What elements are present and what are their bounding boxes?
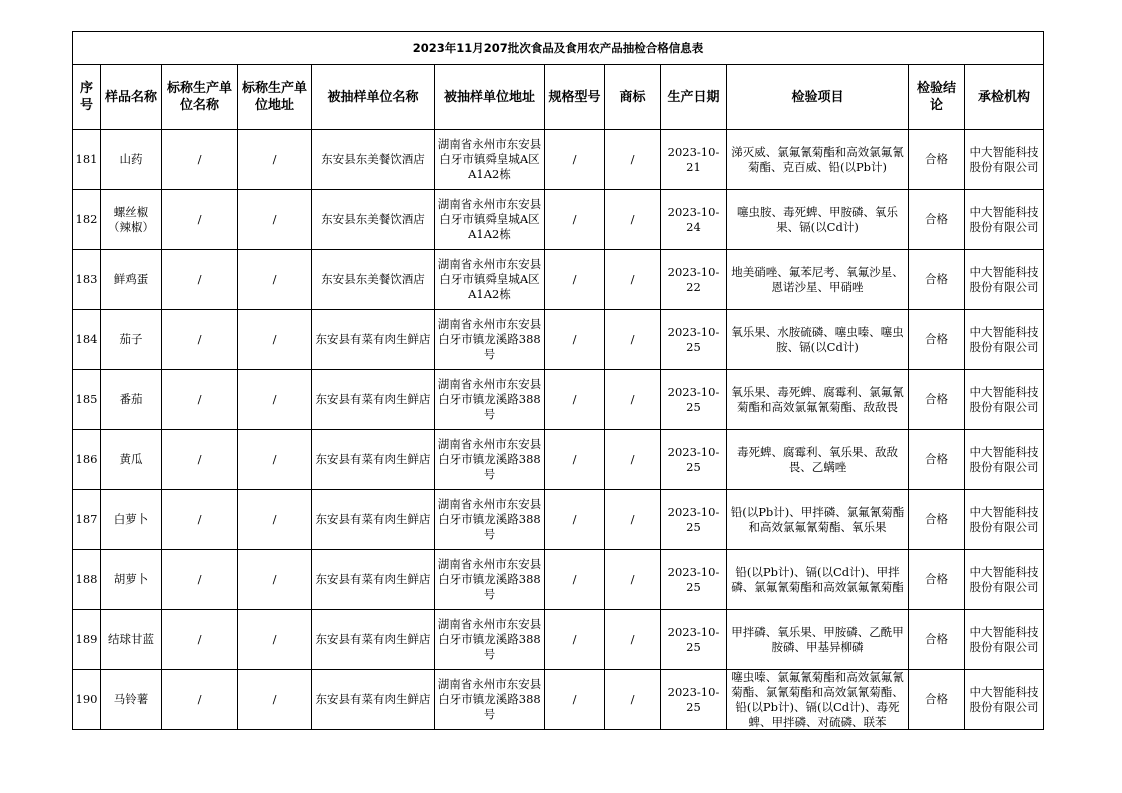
cell-spec: / <box>545 190 605 250</box>
cell-spec: / <box>545 130 605 190</box>
cell-result: 合格 <box>909 190 965 250</box>
cell-test-items: 噻虫胺、毒死蜱、甲胺磷、氧乐果、镉(以Cd计) <box>727 190 909 250</box>
cell-manufacturer: / <box>162 430 238 490</box>
cell-lab: 中大智能科技股份有限公司 <box>965 610 1044 670</box>
cell-sample-name: 胡萝卜 <box>101 550 162 610</box>
cell-sampled-unit: 东安县有菜有肉生鲜店 <box>312 550 435 610</box>
cell-sampled-unit-address: 湖南省永州市东安县白牙市镇龙溪路388号 <box>435 550 545 610</box>
cell-sampled-unit-address: 湖南省永州市东安县白牙市镇舜皇城A区A1A2栋 <box>435 130 545 190</box>
cell-no: 184 <box>73 310 101 370</box>
cell-sampled-unit-address: 湖南省永州市东安县白牙市镇龙溪路388号 <box>435 310 545 370</box>
cell-test-items: 铅(以Pb计)、镉(以Cd计)、甲拌磷、氯氟氰菊酯和高效氯氟氰菊酯 <box>727 550 909 610</box>
table-row <box>73 490 1044 550</box>
cell-spec: / <box>545 490 605 550</box>
cell-no: 183 <box>73 250 101 310</box>
cell-brand: / <box>605 250 661 310</box>
cell-brand: / <box>605 370 661 430</box>
cell-no: 190 <box>73 670 101 730</box>
col-header-test-items: 检验项目 <box>727 65 909 130</box>
cell-production-date: 2023-10-25 <box>661 370 727 430</box>
cell-spec: / <box>545 550 605 610</box>
cell-manufacturer: / <box>162 670 238 730</box>
table-row <box>73 670 1044 730</box>
cell-manufacturer: / <box>162 490 238 550</box>
cell-sample-name: 马铃薯 <box>101 670 162 730</box>
cell-no: 181 <box>73 130 101 190</box>
cell-spec: / <box>545 310 605 370</box>
cell-test-items: 涕灭威、氯氟氰菊酯和高效氯氟氰菊酯、克百威、铅(以Pb计) <box>727 130 909 190</box>
cell-sampled-unit: 东安县有菜有肉生鲜店 <box>312 490 435 550</box>
table-row <box>73 430 1044 490</box>
col-header-sampled-unit-address: 被抽样单位地址 <box>435 65 545 130</box>
cell-sample-name: 茄子 <box>101 310 162 370</box>
inspection-table <box>72 31 1044 730</box>
cell-manufacturer: / <box>162 370 238 430</box>
cell-no: 185 <box>73 370 101 430</box>
col-header-lab: 承检机构 <box>965 65 1044 130</box>
cell-spec: / <box>545 370 605 430</box>
table-row <box>73 370 1044 430</box>
cell-brand: / <box>605 430 661 490</box>
cell-no: 186 <box>73 430 101 490</box>
cell-result: 合格 <box>909 610 965 670</box>
cell-manufacturer-address: / <box>238 250 312 310</box>
cell-manufacturer: / <box>162 130 238 190</box>
cell-sample-name: 白萝卜 <box>101 490 162 550</box>
cell-sample-name: 黄瓜 <box>101 430 162 490</box>
cell-lab: 中大智能科技股份有限公司 <box>965 430 1044 490</box>
cell-spec: / <box>545 670 605 730</box>
cell-sampled-unit-address: 湖南省永州市东安县白牙市镇龙溪路388号 <box>435 430 545 490</box>
cell-production-date: 2023-10-24 <box>661 190 727 250</box>
cell-brand: / <box>605 610 661 670</box>
col-header-sampled-unit: 被抽样单位名称 <box>312 65 435 130</box>
cell-manufacturer: / <box>162 610 238 670</box>
table-row <box>73 610 1044 670</box>
cell-test-items: 氧乐果、水胺硫磷、噻虫嗪、噻虫胺、镉(以Cd计) <box>727 310 909 370</box>
cell-manufacturer-address: / <box>238 130 312 190</box>
col-header-result: 检验结论 <box>909 65 965 130</box>
cell-sample-name: 番茄 <box>101 370 162 430</box>
cell-manufacturer: / <box>162 250 238 310</box>
cell-result: 合格 <box>909 130 965 190</box>
cell-lab: 中大智能科技股份有限公司 <box>965 490 1044 550</box>
cell-sampled-unit: 东安县东美餐饮酒店 <box>312 130 435 190</box>
cell-result: 合格 <box>909 310 965 370</box>
cell-result: 合格 <box>909 550 965 610</box>
cell-manufacturer-address: / <box>238 310 312 370</box>
cell-brand: / <box>605 550 661 610</box>
cell-spec: / <box>545 250 605 310</box>
cell-test-items: 铅(以Pb计)、甲拌磷、氯氟氰菊酯和高效氯氟氰菊酯、氧乐果 <box>727 490 909 550</box>
cell-lab: 中大智能科技股份有限公司 <box>965 370 1044 430</box>
cell-production-date: 2023-10-22 <box>661 250 727 310</box>
cell-result: 合格 <box>909 250 965 310</box>
cell-spec: / <box>545 610 605 670</box>
cell-manufacturer-address: / <box>238 490 312 550</box>
cell-lab: 中大智能科技股份有限公司 <box>965 670 1044 730</box>
cell-sampled-unit: 东安县有菜有肉生鲜店 <box>312 670 435 730</box>
col-header-production-date: 生产日期 <box>661 65 727 130</box>
col-header-spec: 规格型号 <box>545 65 605 130</box>
col-header-manufacturer-address: 标称生产单位地址 <box>238 65 312 130</box>
cell-sampled-unit-address: 湖南省永州市东安县白牙市镇舜皇城A区A1A2栋 <box>435 250 545 310</box>
cell-result: 合格 <box>909 490 965 550</box>
cell-manufacturer-address: / <box>238 550 312 610</box>
cell-brand: / <box>605 130 661 190</box>
cell-manufacturer-address: / <box>238 370 312 430</box>
col-header-sample-name: 样品名称 <box>101 65 162 130</box>
cell-sampled-unit: 东安县有菜有肉生鲜店 <box>312 310 435 370</box>
cell-production-date: 2023-10-21 <box>661 130 727 190</box>
cell-lab: 中大智能科技股份有限公司 <box>965 190 1044 250</box>
cell-production-date: 2023-10-25 <box>661 430 727 490</box>
cell-sampled-unit: 东安县有菜有肉生鲜店 <box>312 370 435 430</box>
cell-lab: 中大智能科技股份有限公司 <box>965 250 1044 310</box>
cell-production-date: 2023-10-25 <box>661 670 727 730</box>
cell-brand: / <box>605 490 661 550</box>
cell-test-items: 地美硝唑、氟苯尼考、氧氟沙星、恩诺沙星、甲硝唑 <box>727 250 909 310</box>
cell-lab: 中大智能科技股份有限公司 <box>965 130 1044 190</box>
cell-test-items: 氧乐果、毒死蜱、腐霉利、氯氟氰菊酯和高效氯氟氰菊酯、敌敌畏 <box>727 370 909 430</box>
cell-sampled-unit-address: 湖南省永州市东安县白牙市镇龙溪路388号 <box>435 490 545 550</box>
header-row <box>73 65 1044 130</box>
cell-manufacturer: / <box>162 550 238 610</box>
cell-production-date: 2023-10-25 <box>661 610 727 670</box>
col-header-brand: 商标 <box>605 65 661 130</box>
cell-sampled-unit-address: 湖南省永州市东安县白牙市镇龙溪路388号 <box>435 370 545 430</box>
cell-manufacturer-address: / <box>238 670 312 730</box>
cell-lab: 中大智能科技股份有限公司 <box>965 310 1044 370</box>
table-row <box>73 550 1044 610</box>
cell-manufacturer-address: / <box>238 610 312 670</box>
cell-sample-name: 鲜鸡蛋 <box>101 250 162 310</box>
cell-manufacturer: / <box>162 190 238 250</box>
cell-manufacturer: / <box>162 310 238 370</box>
cell-sampled-unit-address: 湖南省永州市东安县白牙市镇舜皇城A区A1A2栋 <box>435 190 545 250</box>
cell-manufacturer-address: / <box>238 190 312 250</box>
cell-sampled-unit: 东安县东美餐饮酒店 <box>312 190 435 250</box>
cell-no: 187 <box>73 490 101 550</box>
cell-sample-name: 结球甘蓝 <box>101 610 162 670</box>
table-row <box>73 130 1044 190</box>
cell-sampled-unit-address: 湖南省永州市东安县白牙市镇龙溪路388号 <box>435 670 545 730</box>
table-row <box>73 310 1044 370</box>
col-header-manufacturer: 标称生产单位名称 <box>162 65 238 130</box>
cell-lab: 中大智能科技股份有限公司 <box>965 550 1044 610</box>
cell-sample-name: 螺丝椒（辣椒） <box>101 190 162 250</box>
cell-brand: / <box>605 190 661 250</box>
cell-no: 188 <box>73 550 101 610</box>
cell-sampled-unit: 东安县有菜有肉生鲜店 <box>312 430 435 490</box>
cell-result: 合格 <box>909 370 965 430</box>
table-row <box>73 250 1044 310</box>
cell-no: 182 <box>73 190 101 250</box>
cell-test-items: 甲拌磷、氧乐果、甲胺磷、乙酰甲胺磷、甲基异柳磷 <box>727 610 909 670</box>
cell-production-date: 2023-10-25 <box>661 550 727 610</box>
cell-sample-name: 山药 <box>101 130 162 190</box>
cell-brand: / <box>605 670 661 730</box>
cell-test-items: 毒死蜱、腐霉利、氧乐果、敌敌畏、乙螨唑 <box>727 430 909 490</box>
cell-production-date: 2023-10-25 <box>661 490 727 550</box>
table-title: 2023年11月207批次食品及食用农产品抽检合格信息表 <box>73 32 1044 65</box>
cell-sampled-unit: 东安县东美餐饮酒店 <box>312 250 435 310</box>
cell-result: 合格 <box>909 670 965 730</box>
cell-manufacturer-address: / <box>238 430 312 490</box>
cell-production-date: 2023-10-25 <box>661 310 727 370</box>
table-row <box>73 190 1044 250</box>
cell-spec: / <box>545 430 605 490</box>
cell-sampled-unit: 东安县有菜有肉生鲜店 <box>312 610 435 670</box>
col-header-no: 序号 <box>73 65 101 130</box>
cell-sampled-unit-address: 湖南省永州市东安县白牙市镇龙溪路388号 <box>435 610 545 670</box>
cell-result: 合格 <box>909 430 965 490</box>
cell-no: 189 <box>73 610 101 670</box>
cell-test-items: 噻虫嗪、氯氟氰菊酯和高效氯氟氰菊酯、氯氰菊酯和高效氯氰菊酯、铅(以Pb计)、镉(以Cd计)、毒死蜱、甲拌磷、对硫磷、联苯 <box>727 670 909 730</box>
cell-brand: / <box>605 310 661 370</box>
